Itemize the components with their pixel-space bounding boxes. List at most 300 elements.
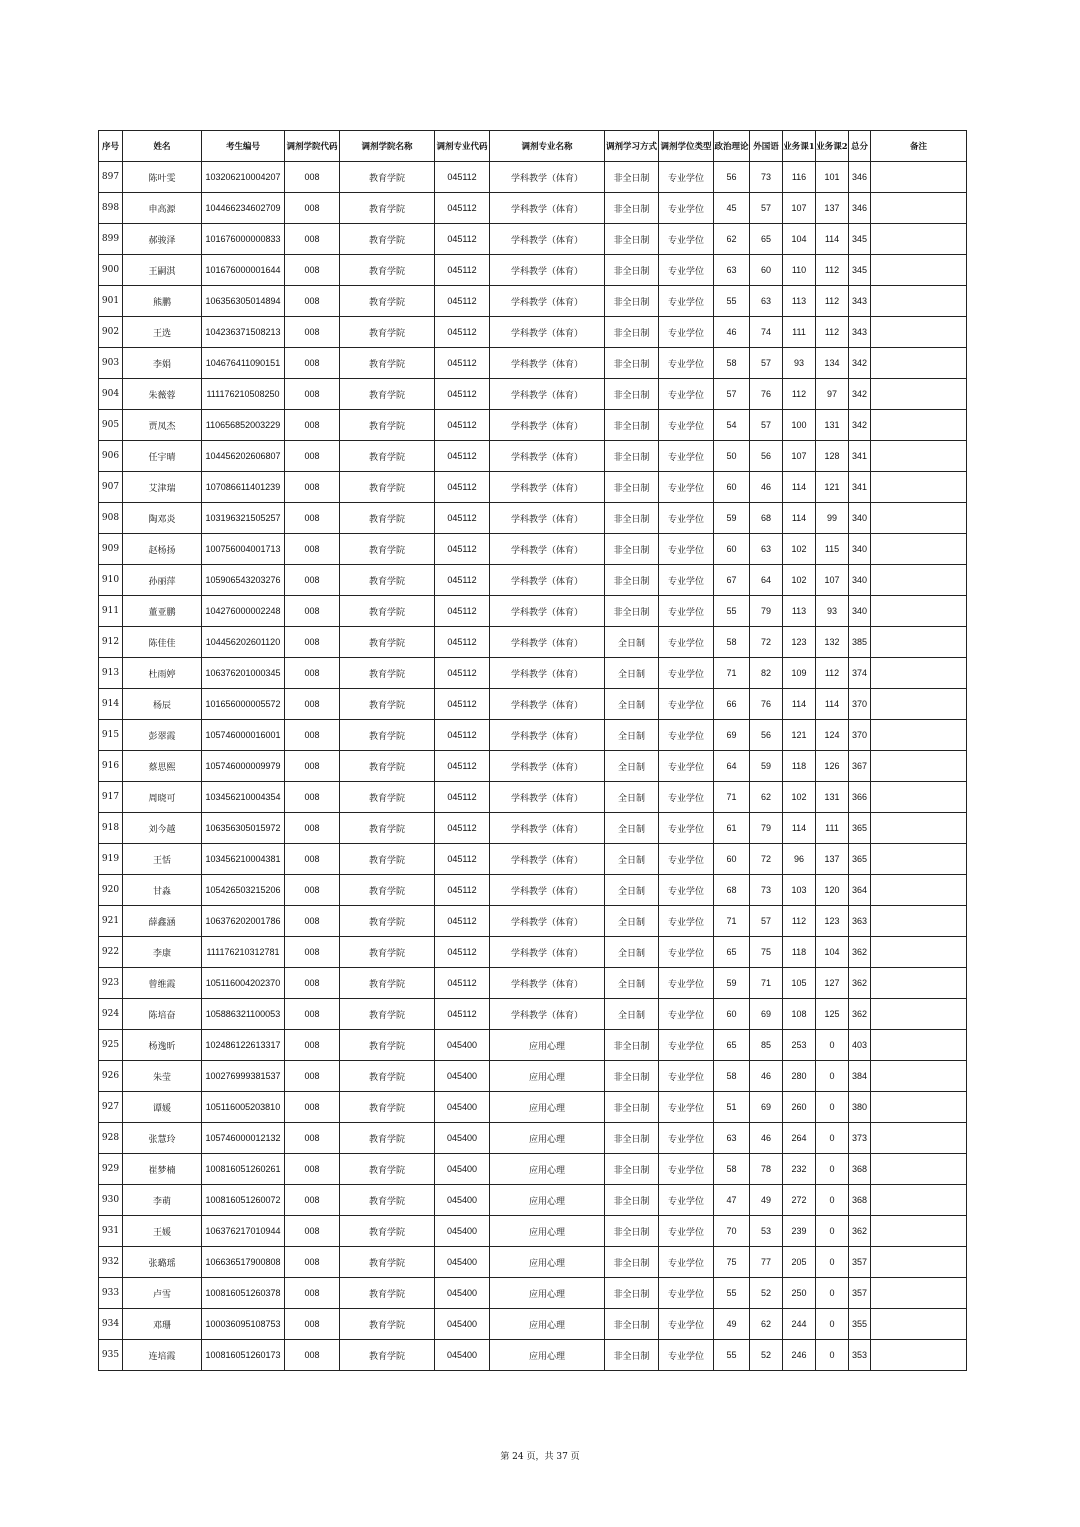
cell-politics: 60 <box>714 472 750 503</box>
cell-exam-id: 101676000001644 <box>202 255 285 286</box>
cell-school-code: 008 <box>285 565 340 596</box>
cell-politics: 68 <box>714 875 750 906</box>
cell-seq: 932 <box>99 1247 123 1278</box>
cell-exam-id: 104466234602709 <box>202 193 285 224</box>
cell-foreign-language: 72 <box>750 844 783 875</box>
cell-name: 朱薇蓉 <box>123 379 202 410</box>
cell-exam-id: 107086611401239 <box>202 472 285 503</box>
cell-subject-2: 114 <box>816 224 849 255</box>
cell-school-name: 教育学院 <box>340 782 435 813</box>
cell-school-name: 教育学院 <box>340 999 435 1030</box>
cell-remarks <box>871 1185 967 1216</box>
cell-major-code: 045112 <box>435 968 490 999</box>
cell-major-name: 应用心理 <box>490 1092 605 1123</box>
cell-study-mode: 全日制 <box>605 689 659 720</box>
table-row <box>99 1030 967 1061</box>
cell-degree-type: 专业学位 <box>659 1123 714 1154</box>
cell-subject-2: 101 <box>816 162 849 193</box>
cell-politics: 49 <box>714 1309 750 1340</box>
cell-school-name: 教育学院 <box>340 534 435 565</box>
cell-politics: 45 <box>714 193 750 224</box>
cell-politics: 64 <box>714 751 750 782</box>
cell-politics: 58 <box>714 348 750 379</box>
cell-study-mode: 全日制 <box>605 937 659 968</box>
cell-major-code: 045400 <box>435 1123 490 1154</box>
cell-total: 403 <box>849 1030 871 1061</box>
cell-school-code: 008 <box>285 255 340 286</box>
cell-name: 陶邓炎 <box>123 503 202 534</box>
cell-study-mode: 非全日制 <box>605 441 659 472</box>
cell-subject-1: 104 <box>783 224 816 255</box>
cell-major-code: 045112 <box>435 224 490 255</box>
cell-subject-2: 137 <box>816 193 849 224</box>
cell-school-name: 教育学院 <box>340 255 435 286</box>
cell-remarks <box>871 1154 967 1185</box>
cell-subject-1: 264 <box>783 1123 816 1154</box>
cell-subject-1: 121 <box>783 720 816 751</box>
cell-name: 任宇晴 <box>123 441 202 472</box>
cell-study-mode: 全日制 <box>605 844 659 875</box>
cell-subject-1: 260 <box>783 1092 816 1123</box>
cell-subject-2: 123 <box>816 906 849 937</box>
cell-foreign-language: 46 <box>750 1123 783 1154</box>
cell-degree-type: 专业学位 <box>659 503 714 534</box>
cell-degree-type: 专业学位 <box>659 689 714 720</box>
cell-total: 346 <box>849 193 871 224</box>
table-row <box>99 968 967 999</box>
cell-school-code: 008 <box>285 1154 340 1185</box>
cell-major-name: 学科教学（体育） <box>490 999 605 1030</box>
table-row <box>99 472 967 503</box>
cell-total: 365 <box>849 813 871 844</box>
cell-school-name: 教育学院 <box>340 1154 435 1185</box>
table-row <box>99 1123 967 1154</box>
cell-study-mode: 非全日制 <box>605 565 659 596</box>
cell-seq: 898 <box>99 193 123 224</box>
cell-subject-1: 253 <box>783 1030 816 1061</box>
table-row <box>99 565 967 596</box>
cell-exam-id: 103456210004354 <box>202 782 285 813</box>
cell-study-mode: 非全日制 <box>605 1216 659 1247</box>
cell-name: 王嗣淇 <box>123 255 202 286</box>
table-row <box>99 534 967 565</box>
cell-exam-id: 103456210004381 <box>202 844 285 875</box>
cell-total: 368 <box>849 1154 871 1185</box>
cell-school-code: 008 <box>285 534 340 565</box>
cell-study-mode: 全日制 <box>605 658 659 689</box>
table-row <box>99 1216 967 1247</box>
cell-degree-type: 专业学位 <box>659 286 714 317</box>
cell-name: 谭媛 <box>123 1092 202 1123</box>
cell-remarks <box>871 255 967 286</box>
cell-degree-type: 专业学位 <box>659 844 714 875</box>
cell-total: 384 <box>849 1061 871 1092</box>
cell-school-name: 教育学院 <box>340 1247 435 1278</box>
cell-subject-2: 0 <box>816 1154 849 1185</box>
cell-subject-1: 108 <box>783 999 816 1030</box>
cell-study-mode: 非全日制 <box>605 348 659 379</box>
cell-total: 362 <box>849 1216 871 1247</box>
cell-seq: 910 <box>99 565 123 596</box>
cell-school-code: 008 <box>285 317 340 348</box>
cell-foreign-language: 71 <box>750 968 783 999</box>
cell-name: 熊鹏 <box>123 286 202 317</box>
cell-major-name: 应用心理 <box>490 1309 605 1340</box>
cell-degree-type: 专业学位 <box>659 441 714 472</box>
cell-subject-2: 127 <box>816 968 849 999</box>
table-row <box>99 627 967 658</box>
cell-total: 343 <box>849 286 871 317</box>
cell-degree-type: 专业学位 <box>659 627 714 658</box>
cell-name: 甘淼 <box>123 875 202 906</box>
cell-school-name: 教育学院 <box>340 751 435 782</box>
cell-study-mode: 非全日制 <box>605 1030 659 1061</box>
cell-major-name: 学科教学（体育） <box>490 255 605 286</box>
cell-exam-id: 104456202606807 <box>202 441 285 472</box>
cell-foreign-language: 74 <box>750 317 783 348</box>
cell-remarks <box>871 348 967 379</box>
cell-school-code: 008 <box>285 1309 340 1340</box>
cell-major-code: 045112 <box>435 782 490 813</box>
cell-degree-type: 专业学位 <box>659 472 714 503</box>
cell-school-code: 008 <box>285 968 340 999</box>
cell-name: 孙丽萍 <box>123 565 202 596</box>
cell-exam-id: 111176210312781 <box>202 937 285 968</box>
cell-study-mode: 非全日制 <box>605 1154 659 1185</box>
cell-remarks <box>871 224 967 255</box>
cell-politics: 63 <box>714 1123 750 1154</box>
cell-foreign-language: 77 <box>750 1247 783 1278</box>
cell-study-mode: 非全日制 <box>605 224 659 255</box>
cell-degree-type: 专业学位 <box>659 968 714 999</box>
cell-school-code: 008 <box>285 906 340 937</box>
table-row <box>99 348 967 379</box>
cell-major-name: 学科教学（体育） <box>490 968 605 999</box>
cell-remarks <box>871 813 967 844</box>
cell-school-name: 教育学院 <box>340 906 435 937</box>
cell-name: 杨逸昕 <box>123 1030 202 1061</box>
cell-school-code: 008 <box>285 410 340 441</box>
cell-foreign-language: 78 <box>750 1154 783 1185</box>
cell-major-code: 045112 <box>435 813 490 844</box>
cell-subject-1: 114 <box>783 472 816 503</box>
cell-study-mode: 全日制 <box>605 813 659 844</box>
cell-subject-1: 102 <box>783 565 816 596</box>
cell-major-code: 045112 <box>435 348 490 379</box>
cell-seq: 933 <box>99 1278 123 1309</box>
cell-major-code: 045400 <box>435 1061 490 1092</box>
cell-subject-2: 126 <box>816 751 849 782</box>
cell-subject-1: 105 <box>783 968 816 999</box>
cell-exam-id: 105746000012132 <box>202 1123 285 1154</box>
cell-total: 385 <box>849 627 871 658</box>
cell-seq: 909 <box>99 534 123 565</box>
cell-politics: 70 <box>714 1216 750 1247</box>
cell-major-code: 045112 <box>435 751 490 782</box>
cell-seq: 929 <box>99 1154 123 1185</box>
cell-remarks <box>871 782 967 813</box>
cell-politics: 59 <box>714 968 750 999</box>
cell-exam-id: 100276999381537 <box>202 1061 285 1092</box>
cell-school-name: 教育学院 <box>340 1092 435 1123</box>
cell-major-name: 应用心理 <box>490 1185 605 1216</box>
cell-name: 张璐瑶 <box>123 1247 202 1278</box>
cell-subject-2: 128 <box>816 441 849 472</box>
cell-subject-1: 118 <box>783 937 816 968</box>
cell-subject-2: 0 <box>816 1123 849 1154</box>
cell-degree-type: 专业学位 <box>659 782 714 813</box>
cell-school-code: 008 <box>285 472 340 503</box>
table-row <box>99 813 967 844</box>
cell-foreign-language: 72 <box>750 627 783 658</box>
cell-foreign-language: 79 <box>750 813 783 844</box>
cell-seq: 916 <box>99 751 123 782</box>
header-politics: 政治理论 <box>714 131 750 162</box>
cell-major-name: 学科教学（体育） <box>490 162 605 193</box>
cell-total: 366 <box>849 782 871 813</box>
cell-degree-type: 专业学位 <box>659 565 714 596</box>
cell-exam-id: 106376201000345 <box>202 658 285 689</box>
cell-school-name: 教育学院 <box>340 410 435 441</box>
cell-seq: 903 <box>99 348 123 379</box>
cell-exam-id: 106376217010944 <box>202 1216 285 1247</box>
cell-foreign-language: 73 <box>750 162 783 193</box>
cell-foreign-language: 49 <box>750 1185 783 1216</box>
cell-seq: 914 <box>99 689 123 720</box>
cell-remarks <box>871 503 967 534</box>
table-row <box>99 410 967 441</box>
table-row <box>99 689 967 720</box>
table-row <box>99 1340 967 1371</box>
cell-subject-1: 250 <box>783 1278 816 1309</box>
cell-subject-1: 272 <box>783 1185 816 1216</box>
cell-subject-2: 0 <box>816 1340 849 1371</box>
cell-politics: 47 <box>714 1185 750 1216</box>
cell-major-code: 045112 <box>435 379 490 410</box>
cell-foreign-language: 53 <box>750 1216 783 1247</box>
cell-major-code: 045112 <box>435 472 490 503</box>
cell-exam-id: 103206210004207 <box>202 162 285 193</box>
cell-politics: 65 <box>714 1030 750 1061</box>
cell-remarks <box>871 844 967 875</box>
header-degree-type: 调剂学位类型 <box>659 131 714 162</box>
table-row <box>99 255 967 286</box>
cell-politics: 61 <box>714 813 750 844</box>
cell-name: 王媛 <box>123 1216 202 1247</box>
cell-school-code: 008 <box>285 875 340 906</box>
cell-foreign-language: 56 <box>750 720 783 751</box>
cell-school-name: 教育学院 <box>340 627 435 658</box>
cell-subject-1: 232 <box>783 1154 816 1185</box>
cell-major-name: 学科教学（体育） <box>490 875 605 906</box>
cell-name: 周晓可 <box>123 782 202 813</box>
cell-foreign-language: 64 <box>750 565 783 596</box>
cell-subject-2: 137 <box>816 844 849 875</box>
cell-total: 373 <box>849 1123 871 1154</box>
cell-major-name: 学科教学（体育） <box>490 658 605 689</box>
cell-degree-type: 专业学位 <box>659 906 714 937</box>
cell-major-code: 045112 <box>435 596 490 627</box>
cell-total: 370 <box>849 720 871 751</box>
cell-major-name: 学科教学（体育） <box>490 379 605 410</box>
cell-major-code: 045112 <box>435 875 490 906</box>
cell-politics: 55 <box>714 1340 750 1371</box>
cell-exam-id: 100036095108753 <box>202 1309 285 1340</box>
cell-study-mode: 非全日制 <box>605 1092 659 1123</box>
cell-politics: 58 <box>714 627 750 658</box>
cell-remarks <box>871 937 967 968</box>
cell-study-mode: 非全日制 <box>605 255 659 286</box>
cell-study-mode: 非全日制 <box>605 1185 659 1216</box>
cell-remarks <box>871 534 967 565</box>
cell-major-code: 045112 <box>435 999 490 1030</box>
cell-politics: 60 <box>714 534 750 565</box>
header-subject-2: 业务课2 <box>816 131 849 162</box>
cell-name: 郝骏泽 <box>123 224 202 255</box>
cell-total: 365 <box>849 844 871 875</box>
cell-foreign-language: 85 <box>750 1030 783 1061</box>
cell-major-code: 045400 <box>435 1278 490 1309</box>
cell-study-mode: 非全日制 <box>605 534 659 565</box>
cell-degree-type: 专业学位 <box>659 1216 714 1247</box>
cell-seq: 917 <box>99 782 123 813</box>
cell-total: 374 <box>849 658 871 689</box>
cell-school-code: 008 <box>285 999 340 1030</box>
cell-foreign-language: 62 <box>750 782 783 813</box>
cell-total: 345 <box>849 224 871 255</box>
cell-subject-1: 107 <box>783 441 816 472</box>
cell-major-name: 学科教学（体育） <box>490 937 605 968</box>
cell-exam-id: 106636517900808 <box>202 1247 285 1278</box>
cell-name: 彭翠霞 <box>123 720 202 751</box>
cell-major-name: 应用心理 <box>490 1061 605 1092</box>
cell-subject-2: 99 <box>816 503 849 534</box>
cell-foreign-language: 46 <box>750 1061 783 1092</box>
cell-politics: 55 <box>714 596 750 627</box>
cell-subject-1: 113 <box>783 596 816 627</box>
table-row <box>99 1061 967 1092</box>
cell-name: 王恬 <box>123 844 202 875</box>
cell-school-name: 教育学院 <box>340 472 435 503</box>
cell-degree-type: 专业学位 <box>659 658 714 689</box>
cell-school-code: 008 <box>285 379 340 410</box>
cell-major-code: 045112 <box>435 937 490 968</box>
cell-school-name: 教育学院 <box>340 937 435 968</box>
cell-exam-id: 100816051260378 <box>202 1278 285 1309</box>
cell-major-name: 学科教学（体育） <box>490 906 605 937</box>
cell-study-mode: 全日制 <box>605 906 659 937</box>
cell-subject-1: 96 <box>783 844 816 875</box>
header-study-mode: 调剂学习方式 <box>605 131 659 162</box>
header-remarks: 备注 <box>871 131 967 162</box>
cell-exam-id: 105116005203810 <box>202 1092 285 1123</box>
cell-total: 363 <box>849 906 871 937</box>
cell-exam-id: 105746000016001 <box>202 720 285 751</box>
cell-seq: 905 <box>99 410 123 441</box>
cell-major-code: 045112 <box>435 162 490 193</box>
cell-remarks <box>871 565 967 596</box>
cell-major-code: 045400 <box>435 1309 490 1340</box>
cell-foreign-language: 57 <box>750 348 783 379</box>
cell-subject-2: 120 <box>816 875 849 906</box>
cell-seq: 907 <box>99 472 123 503</box>
cell-subject-2: 115 <box>816 534 849 565</box>
cell-subject-2: 104 <box>816 937 849 968</box>
cell-school-name: 教育学院 <box>340 1340 435 1371</box>
cell-name: 李康 <box>123 937 202 968</box>
cell-school-name: 教育学院 <box>340 875 435 906</box>
cell-school-code: 008 <box>285 689 340 720</box>
cell-major-code: 045400 <box>435 1216 490 1247</box>
cell-study-mode: 非全日制 <box>605 1061 659 1092</box>
cell-seq: 915 <box>99 720 123 751</box>
table-row <box>99 162 967 193</box>
cell-subject-1: 246 <box>783 1340 816 1371</box>
cell-major-name: 应用心理 <box>490 1030 605 1061</box>
cell-study-mode: 非全日制 <box>605 193 659 224</box>
cell-remarks <box>871 162 967 193</box>
cell-name: 崔梦楠 <box>123 1154 202 1185</box>
table-row <box>99 720 967 751</box>
cell-subject-1: 239 <box>783 1216 816 1247</box>
cell-exam-id: 106356305014894 <box>202 286 285 317</box>
cell-school-name: 教育学院 <box>340 1278 435 1309</box>
cell-name: 贾凤杰 <box>123 410 202 441</box>
cell-major-name: 学科教学（体育） <box>490 224 605 255</box>
table-row <box>99 999 967 1030</box>
cell-name: 李娟 <box>123 348 202 379</box>
cell-study-mode: 非全日制 <box>605 1340 659 1371</box>
cell-total: 343 <box>849 317 871 348</box>
cell-study-mode: 非全日制 <box>605 472 659 503</box>
cell-major-name: 学科教学（体育） <box>490 565 605 596</box>
cell-major-name: 应用心理 <box>490 1340 605 1371</box>
cell-school-name: 教育学院 <box>340 162 435 193</box>
cell-major-code: 045112 <box>435 410 490 441</box>
cell-subject-2: 97 <box>816 379 849 410</box>
cell-name: 朱莹 <box>123 1061 202 1092</box>
cell-remarks <box>871 193 967 224</box>
cell-study-mode: 全日制 <box>605 627 659 658</box>
cell-politics: 63 <box>714 255 750 286</box>
cell-subject-2: 114 <box>816 689 849 720</box>
cell-name: 邓珊 <box>123 1309 202 1340</box>
cell-subject-2: 112 <box>816 317 849 348</box>
table-row <box>99 286 967 317</box>
cell-school-code: 008 <box>285 937 340 968</box>
cell-name: 杜雨婷 <box>123 658 202 689</box>
cell-degree-type: 专业学位 <box>659 1030 714 1061</box>
cell-remarks <box>871 658 967 689</box>
cell-seq: 925 <box>99 1030 123 1061</box>
cell-remarks <box>871 472 967 503</box>
cell-exam-id: 105426503215206 <box>202 875 285 906</box>
cell-foreign-language: 65 <box>750 224 783 255</box>
cell-school-name: 教育学院 <box>340 1309 435 1340</box>
cell-remarks <box>871 1247 967 1278</box>
cell-major-code: 045112 <box>435 286 490 317</box>
cell-degree-type: 专业学位 <box>659 1092 714 1123</box>
cell-study-mode: 全日制 <box>605 875 659 906</box>
cell-major-name: 学科教学（体育） <box>490 627 605 658</box>
cell-major-code: 045112 <box>435 534 490 565</box>
cell-subject-1: 110 <box>783 255 816 286</box>
cell-study-mode: 全日制 <box>605 999 659 1030</box>
cell-school-code: 008 <box>285 596 340 627</box>
table-row <box>99 875 967 906</box>
cell-major-code: 045400 <box>435 1185 490 1216</box>
cell-school-code: 008 <box>285 503 340 534</box>
